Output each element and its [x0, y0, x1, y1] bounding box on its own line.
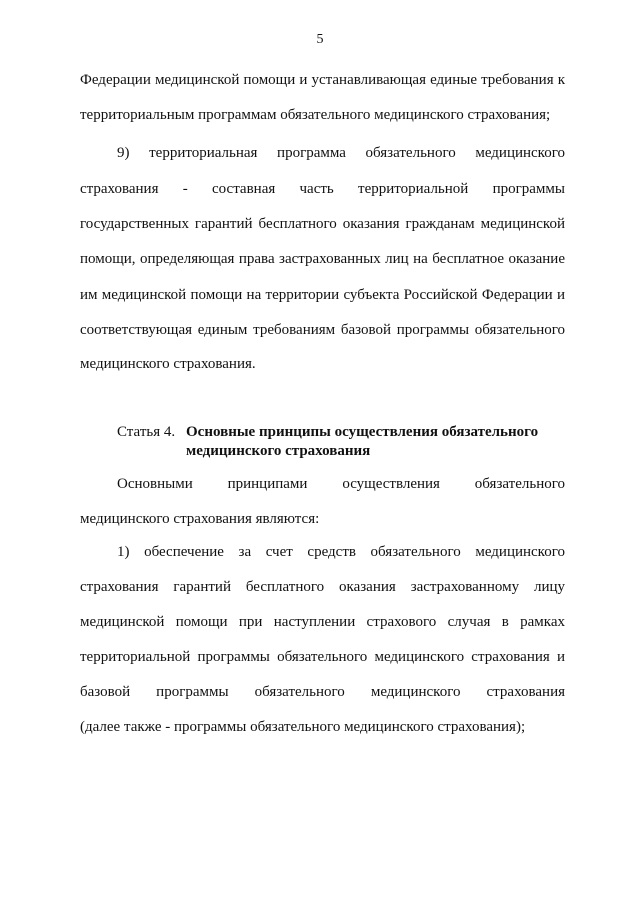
text-line: базовой программы обязательного медицинского страхования — [80, 684, 565, 700]
text-line: территориальным программам обязательного медицинского страхования; — [80, 107, 551, 123]
text-line: медицинской помощи при наступлении страхового случая в рамках — [80, 614, 565, 630]
text-line: соответствующая единым требованиям базовой программы обязательного — [80, 322, 565, 338]
text-line: Основными принципами осуществления обязательного — [117, 476, 565, 492]
text-line: им медицинской помощи на территории субъекта Российской Федерации и — [80, 287, 565, 303]
text-line: государственных гарантий бесплатного оказания гражданам медицинской — [80, 216, 565, 232]
text-line: 9) территориальная программа обязательного медицинского — [117, 145, 565, 161]
text-line: медицинского страхования являются: — [80, 511, 320, 527]
text-line: страхования - составная часть территориальной программы — [80, 181, 565, 197]
text-line: помощи, определяющая права застрахованных лиц на бесплатное оказание — [80, 251, 565, 267]
text-line: медицинского страхования. — [80, 356, 256, 372]
article-title-line: Основные принципы осуществления обязательного — [186, 424, 539, 440]
text-line: территориальной программы обязательного медицинского страхования и — [80, 649, 565, 665]
text-line: Федерации медицинской помощи и устанавливающая единые требования к — [80, 72, 565, 88]
article-title-line: медицинского страхования — [186, 443, 371, 459]
text-line: 1) обеспечение за счет средств обязательного медицинского — [117, 544, 565, 560]
article-prefix: Статья 4. — [117, 424, 176, 440]
text-line: страхования гарантий бесплатного оказания застрахованному лицу — [80, 579, 565, 595]
text-line: (далее также - программы обязательного медицинского страхования); — [80, 719, 526, 735]
page-number: 5 — [316, 32, 324, 47]
